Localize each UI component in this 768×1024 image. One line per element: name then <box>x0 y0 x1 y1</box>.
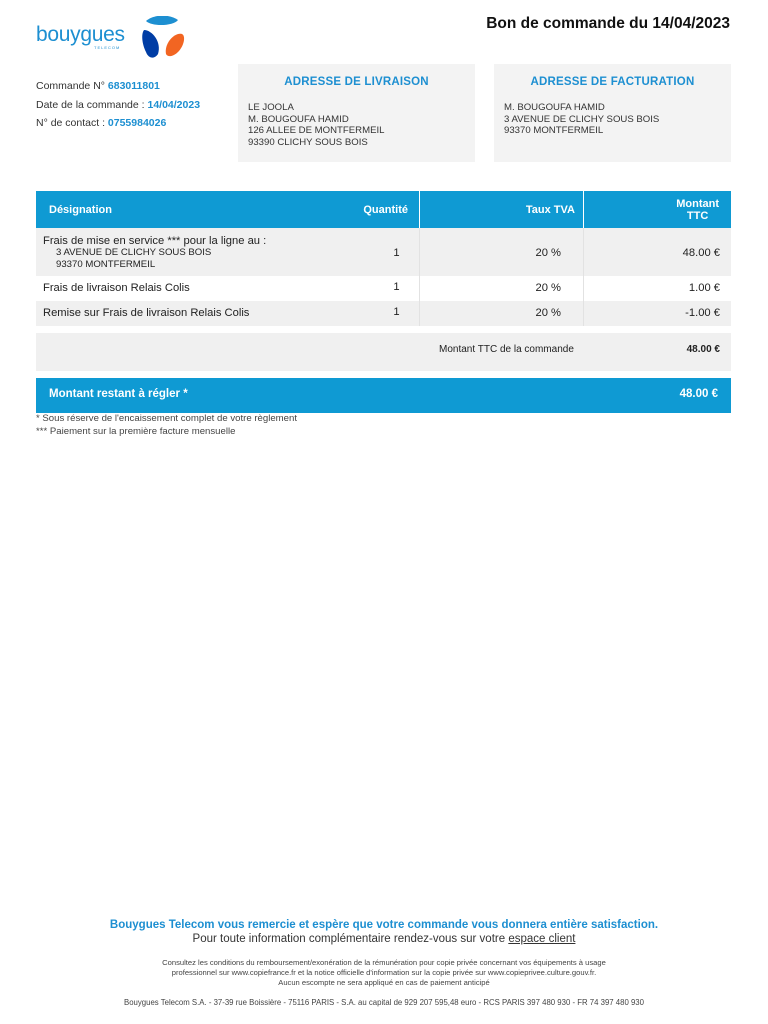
order-date-label: Date de la commande : <box>36 98 148 111</box>
shipping-address-line: 126 ALLEE DE MONTFERMEIL <box>248 125 385 136</box>
legal-line: Aucun escompte ne sera appliqué en cas de paiement anticipé <box>278 978 490 987</box>
cell-taux-tva: 20 % <box>420 228 584 276</box>
order-number-label: Commande N° <box>36 80 108 92</box>
logo-symbol-icon <box>136 16 186 64</box>
header-montant-ttc <box>584 191 731 228</box>
item-address-line: 93370 MONTFERMEIL <box>56 258 156 270</box>
footer-thanks: Bouygues Telecom vous remercie et espère que votre commande vous donnera entière satisfaction. <box>109 919 659 931</box>
remaining-amount-bar <box>36 378 731 413</box>
shipping-address-box <box>238 64 475 162</box>
item-designation: Frais de mise en service *** pour la ligne au : <box>43 235 267 247</box>
cell-taux-tva: 20 % <box>420 301 584 326</box>
footer-info-text: Pour toute information complémentaire rendez-vous sur votre <box>192 933 509 945</box>
bouygues-telecom-logo <box>36 16 186 66</box>
document-title: Bon de commande du 14/04/2023 <box>486 15 730 32</box>
cell-quantite: 1 <box>336 276 420 301</box>
cell-montant-ttc: 48.00 € <box>682 247 720 259</box>
logo-subtitle: TELECOM <box>94 45 121 50</box>
header-quantite: Quantité <box>336 191 420 228</box>
total-ttc-box <box>36 333 731 371</box>
table-row <box>36 228 731 276</box>
shipping-address-line: M. BOUGOUFA HAMID <box>248 113 349 125</box>
total-ttc-value: 48.00 € <box>686 344 720 355</box>
header-taux-tva: Taux TVA <box>420 191 584 228</box>
billing-address-line: 3 AVENUE DE CLICHY SOUS BOIS <box>504 113 660 125</box>
legal-line: Consultez les conditions du remboursement/exonération de la rémunération pour copie privée concernant vos équipements à usage <box>162 958 606 967</box>
footnotes <box>36 413 297 438</box>
espace-client-link[interactable]: espace client <box>508 933 576 945</box>
total-ttc-label: Montant TTC de la commande <box>439 344 574 355</box>
contact-row <box>36 117 200 136</box>
billing-address-line: M. BOUGOUFA HAMID <box>504 102 605 113</box>
remaining-amount-label: Montant restant à régler * <box>49 388 188 400</box>
footnote: *** Paiement sur la première facture mensuelle <box>36 425 236 437</box>
cell-quantite: 1 <box>336 228 420 276</box>
order-number: 683011801 <box>107 80 160 92</box>
billing-address-line: 93370 MONTFERMEIL <box>504 125 604 136</box>
cell-designation: Remise sur Frais de livraison Relais Colis <box>43 307 250 319</box>
footer-company-info: Bouygues Telecom S.A. - 37-39 rue Boissière - 75116 PARIS - S.A. au capital de 929 207 595,48 euro - RCS PARIS 397 480 930 - FR 74 397 480 930 <box>124 998 644 1007</box>
cell-designation <box>36 228 336 276</box>
cell-montant-ttc: 1.00 € <box>688 282 720 294</box>
table-row <box>36 301 731 326</box>
billing-address-box <box>494 64 731 162</box>
footer-info <box>0 933 768 945</box>
footer-legal <box>0 958 768 988</box>
table-header <box>36 191 731 228</box>
shipping-address-title: ADRESSE DE LIVRAISON <box>284 76 429 88</box>
cell-montant-ttc: -1.00 € <box>685 307 720 319</box>
remaining-amount-value: 48.00 € <box>679 388 718 400</box>
cell-taux-tva: 20 % <box>420 276 584 301</box>
shipping-address-line: LE JOOLA <box>248 102 294 113</box>
item-address-line: 3 AVENUE DE CLICHY SOUS BOIS <box>56 247 212 258</box>
header-montant-line2: TTC <box>686 209 709 222</box>
header-montant-line1: Montant <box>676 197 719 210</box>
cell-quantite: 1 <box>336 301 420 326</box>
footnote: * Sous réserve de l'encaissement complet de votre règlement <box>36 413 297 424</box>
contact-label: N° de contact : <box>36 117 108 129</box>
logo-wordmark: bouygues <box>36 23 125 46</box>
billing-address-title: ADRESSE DE FACTURATION <box>530 76 695 88</box>
order-number-row <box>36 80 200 99</box>
order-date-row <box>36 99 200 118</box>
contact-number: 0755984026 <box>107 117 167 129</box>
billing-address-lines <box>494 102 731 137</box>
header-designation: Désignation <box>49 203 112 216</box>
shipping-address-line: 93390 CLICHY SOUS BOIS <box>248 136 368 148</box>
shipping-address-lines <box>238 102 475 148</box>
legal-line: professionnel sur www.copiefrance.fr et la notice officielle d'information sur la copie privée sur www.copieprivee.culture.gouv.fr. <box>171 967 597 977</box>
table-row <box>36 276 731 301</box>
order-info <box>36 80 200 136</box>
order-date: 14/04/2023 <box>147 98 201 111</box>
order-items-table <box>36 191 731 326</box>
cell-designation: Frais de livraison Relais Colis <box>43 282 190 294</box>
